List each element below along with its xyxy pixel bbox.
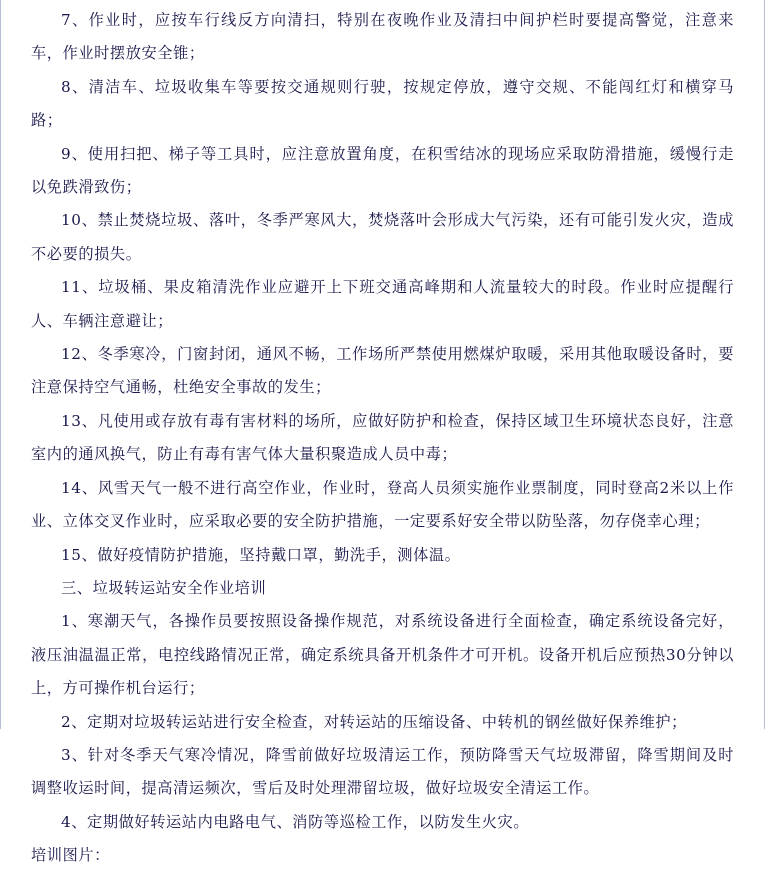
paragraph-sub-item-3: 3、针对冬季天气寒冷情况，降雪前做好垃圾清运工作，预防降雪天气垃圾滞留，降雪期间及时调整收运时间，提高清运频次，雪后及时处理滞留垃圾，做好垃圾安全清运工作。 — [31, 745, 734, 798]
paragraph-item-9: 9、使用扫把、梯子等工具时，应注意放置角度，在积雪结冰的现场应采取防滑措施，缓慢行走以免跌滑致伤； — [31, 144, 734, 197]
paragraph-sub-item-2: 2、定期对垃圾转运站进行安全检查，对转运站的压缩设备、中转机的钢丝做好保养维护； — [61, 712, 687, 731]
paragraph-sub-item-1: 1、寒潮天气，各操作员要按照设备操作规范，对系统设备进行全面检查，确定系统设备完好，液压油温温正常，电控线路情况正常，确定系统具备开机条件才可开机。设备开机后应预热30分钟以上，方可操作机台运行； — [31, 612, 734, 698]
document-body — [1, 0, 764, 873]
paragraph-item-11: 11、垃圾桶、果皮箱清洗作业应避开上下班交通高峰期和人流量较大的时段。作业时应提醒行人、车辆注意避让； — [31, 278, 734, 330]
paragraph-sub-item-4: 4、定期做好转运站内电路电气、消防等巡检工作，以防发生火灾。 — [61, 812, 530, 831]
paragraph-item-10: 10、禁止焚烧垃圾、落叶，冬季严寒风大，焚烧落叶会形成大气污染，还有可能引发火灾，造成不必要的损失。 — [31, 211, 734, 263]
paragraph-item-7: 7、作业时，应按车行线反方向清扫，特别在夜晚作业及清扫中间护栏时要提高警觉，注意来车，作业时摆放安全锥； — [31, 11, 734, 63]
paragraph-item-13: 13、凡使用或存放有毒有害材料的场所，应做好防护和检查，保持区域卫生环境状态良好，注意室内的通风换气，防止有毒有害气体大量积聚造成人员中毒； — [31, 411, 734, 464]
paragraph-item-14: 14、风雪天气一般不进行高空作业，作业时，登高人员须实施作业票制度，同时登高2米以上作业、立体交叉作业时，应采取必要的安全防护措施，一定要系好安全带以防坠落，勿存侥幸心理； — [31, 478, 734, 531]
paragraph-item-8: 8、清洁车、垃圾收集车等要按交通规则行驶，按规定停放，遵守交规、不能闯红灯和横穿马路； — [31, 77, 734, 130]
paragraph-item-15: 15、做好疫情防护措施，坚持戴口罩，勤洗手，测体温。 — [61, 545, 461, 564]
training-photos-label: 培训图片： — [31, 846, 110, 865]
paragraph-item-12: 12、冬季寒冷，门窗封闭，通风不畅，工作场所严禁使用燃煤炉取暖，采用其他取暖设备时，要注意保持空气通畅，杜绝安全事故的发生； — [31, 345, 734, 397]
section-heading-3: 三、垃圾转运站安全作业培训 — [61, 578, 267, 597]
